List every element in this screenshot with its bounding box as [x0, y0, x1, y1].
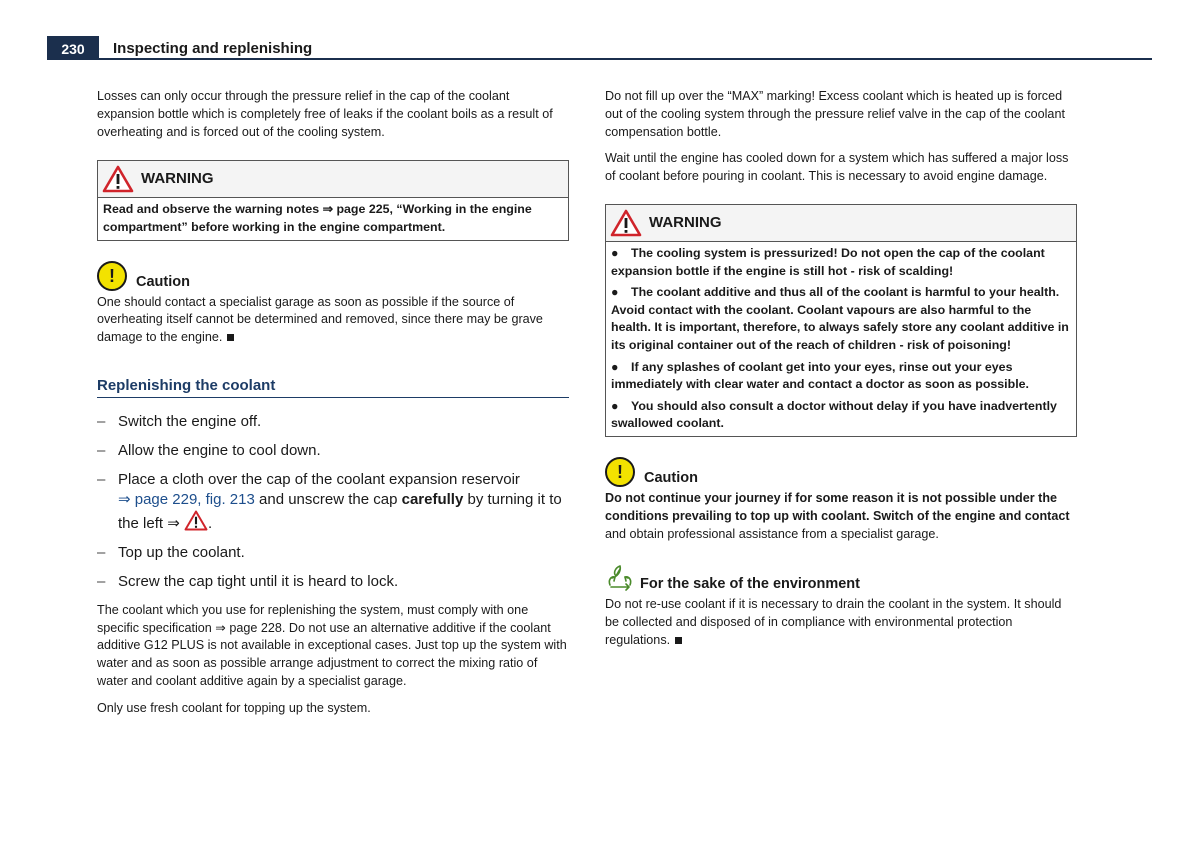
warning-triangle-icon: [102, 165, 134, 193]
environment-title: For the sake of the environment: [640, 576, 860, 593]
running-title: Inspecting and replenishing: [113, 40, 313, 57]
list-item: – Screw the cap tight until it is heard to lock.: [97, 572, 399, 590]
header-rule: [99, 58, 1152, 60]
list-item: ● The cooling system is pressurized! Do not open the cap of the coolant expansion bottle if the engine is still hot - risk of scalding!: [611, 245, 1045, 278]
step-text: Top up the coolant.: [118, 543, 245, 561]
section-title: Replenishing the coolant: [97, 377, 569, 398]
environment-paragraph: Do not re-use coolant if it is necessary to drain the coolant in the system. It should be collected and disposed of in compliance with environmental protection regulations.: [605, 597, 1062, 647]
list-item: – Allow the engine to cool down.: [97, 441, 321, 459]
caution-paragraph: Do not continue your journey if for some reason it is not possible under the conditions prevailing to top up with coolant. Switch of the engine and contact and obtain professional assistance from a specialist garage.: [605, 490, 1070, 541]
warning-title: WARNING: [141, 170, 214, 188]
max-marking-paragraph: Do not fill up over the “MAX” marking! Excess coolant which is heated up is forced out of the cooling system through the pressure relief valve in the cap of the coolant compensation bottle.: [605, 89, 1065, 139]
page-number: 230: [47, 36, 99, 60]
end-of-section-mark: [227, 334, 234, 341]
caution-header: [97, 261, 569, 291]
exclamation-circle-icon: !: [605, 457, 635, 487]
right-column: [605, 88, 1077, 659]
cool-down-paragraph: Wait until the engine has cooled down for a system which has suffered a major loss of coolant before pouring in coolant. This is necessary to avoid engine damage.: [605, 151, 1069, 184]
intro-paragraph: Losses can only occur through the pressure relief in the cap of the coolant expansion bottle which is completely free of leaks if the coolant boils as a result of overheating and is forced out of the cooling system.: [97, 89, 553, 139]
caution-header: [605, 457, 1077, 487]
page-reference-link[interactable]: ⇒ page 229, fig. 213: [118, 490, 255, 508]
caution-paragraph: [97, 294, 569, 347]
step-text: Switch the engine off.: [118, 412, 262, 430]
step-text: Place a cloth over the cap of the coolant expansion reservoir ⇒ page 229, fig. 213 and unscrew the cap carefully by turning it to the left ⇒ .: [118, 470, 562, 532]
step-text: Screw the cap tight until it is heard to lock.: [118, 572, 399, 590]
caution-title: Caution: [136, 273, 190, 290]
warning-title: WARNING: [649, 214, 722, 232]
exclamation-circle-icon: !: [97, 261, 127, 291]
warning-triangle-icon[interactable]: [184, 510, 208, 531]
warning-triangle-icon: [610, 209, 642, 237]
warning-header: [98, 161, 568, 198]
list-item: – Switch the engine off.: [97, 412, 262, 430]
list-item: ● If any splashes of coolant get into your eyes, rinse out your eyes immediately with clear water and contact a doctor as soon as possible.: [611, 359, 1029, 392]
warning-list: [606, 242, 1076, 436]
steps-list: [97, 412, 569, 592]
bullet-icon: ●: [611, 398, 619, 413]
list-item: – Place a cloth over the cap of the coolant expansion reservoir ⇒ page 229, fig. 213 and unscrew the cap carefully by turning it to the left ⇒ .: [97, 470, 569, 534]
list-item: – Top up the coolant.: [97, 543, 245, 561]
caution-title: Caution: [644, 469, 698, 486]
caution-text: One should contact a specialist garage as soon as possible if the source of overheating itself cannot be determined and removed, since there may be grave damage to the engine.: [97, 294, 543, 345]
fresh-coolant-paragraph: Only use fresh coolant for topping up the system.: [97, 700, 371, 715]
left-column: [97, 88, 569, 727]
list-item: ● The coolant additive and thus all of the coolant is harmful to your health. Avoid contact with the coolant. Coolant vapours are also harmful to the health. It is important, therefore, to always safely store any coolant additive in its original container out of the reach of children - risk of poisoning!: [611, 285, 1069, 352]
bullet-icon: ●: [611, 245, 619, 260]
warning-header: [606, 205, 1076, 242]
bullet-icon: ●: [611, 285, 619, 300]
list-item: ● You should also consult a doctor without delay if you have inadvertently swallowed coolant.: [611, 398, 1057, 431]
environment-header: [605, 563, 1077, 593]
warning-box: [605, 204, 1077, 437]
warning-box: [97, 160, 569, 240]
warning-text: Read and observe the warning notes ⇒ page 225, “Working in the engine compartment” before working in the engine compartment.: [103, 202, 532, 234]
specification-paragraph: The coolant which you use for replenishing the system, must comply with one specific specification ⇒ page 228. Do not use an alternative additive if the coolant additive G12 PLUS is not available in exceptional cases. Just top up the system with water and as soon as possible arrange adjustment to correct the mixing ratio of water and coolant additive again by a specialist garage.: [97, 602, 567, 688]
step-text: Allow the engine to cool down.: [118, 441, 321, 459]
recycle-leaf-icon: [605, 563, 635, 593]
bullet-icon: ●: [611, 359, 619, 374]
end-of-section-mark: [675, 637, 682, 644]
